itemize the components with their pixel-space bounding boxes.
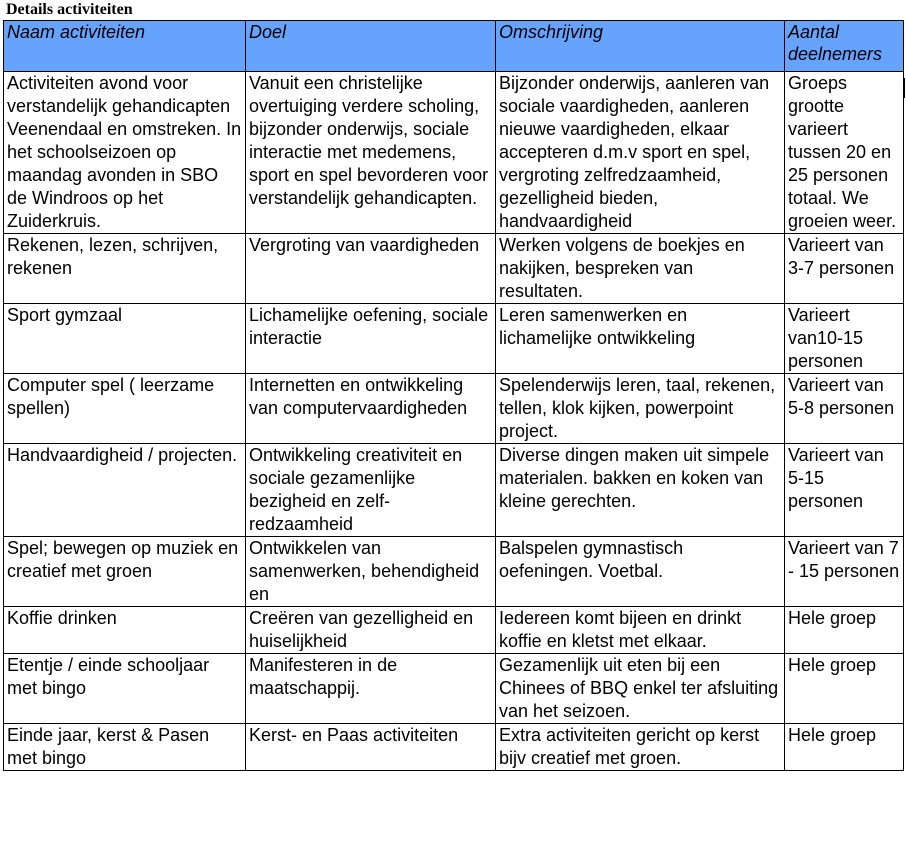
table-row [4, 444, 904, 537]
cell-naam: Etentje / einde schooljaar met bingo [4, 654, 246, 724]
cell-naam: Sport gymzaal [4, 304, 246, 374]
cell-doel: Vanuit een christelijke overtuiging verdere scholing, bijzonder onderwijs, sociale interactie met medemens, sport en spel bevorderen voor verstandelijk gehandicapten. [246, 72, 496, 234]
cell-doel: Manifesteren in de maatschappij. [246, 654, 496, 724]
cell-aantal: Hele groep [785, 724, 904, 771]
cell-omschrijving: Extra activiteiten gericht op kerst bijv creatief met groen. [496, 724, 785, 771]
cell-doel: Vergroting van vaardigheden [246, 234, 496, 304]
cell-omschrijving: Balspelen gymnastisch oefeningen. Voetbal. [496, 537, 785, 607]
cell-naam: Rekenen, lezen, schrijven, rekenen [4, 234, 246, 304]
header-aantal: Aantal deelnemers [785, 21, 904, 72]
cell-omschrijving: Gezamenlijk uit eten bij een Chinees of BBQ enkel ter afsluiting van het seizoen. [496, 654, 785, 724]
table-row [4, 724, 904, 771]
cell-omschrijving: Leren samenwerken en lichamelijke ontwikkeling [496, 304, 785, 374]
cell-omschrijving: Iedereen komt bijeen en drinkt koffie en kletst met elkaar. [496, 607, 785, 654]
table-row [4, 304, 904, 374]
table-header-row [4, 21, 904, 72]
cell-aantal: Groeps grootte varieert tussen 20 en 25 personen totaal. We groeien weer. [785, 72, 904, 234]
cell-doel: Kerst- en Paas activiteiten [246, 724, 496, 771]
table-row [4, 607, 904, 654]
cell-naam: Activiteiten avond voor verstandelijk gehandicapten Veenendaal en omstreken. In het schoolseizoen op maandag avonden in SBO de Windroos op het Zuiderkruis. [4, 72, 246, 234]
table-row [4, 72, 904, 234]
cell-naam: Einde jaar, kerst & Pasen met bingo [4, 724, 246, 771]
cell-omschrijving: Werken volgens de boekjes en nakijken, bespreken van resultaten. [496, 234, 785, 304]
header-naam: Naam activiteiten [4, 21, 246, 72]
cell-aantal: Varieert van 5-8 personen [785, 374, 904, 444]
cell-aantal: Varieert van 5-15 personen [785, 444, 904, 537]
cell-doel: Ontwikkelen van samenwerken, behendigheid en [246, 537, 496, 607]
cell-aantal: Hele groep [785, 607, 904, 654]
cell-aantal: Varieert van 7 - 15 personen [785, 537, 904, 607]
cell-doel: Creëren van gezelligheid en huiselijkheid [246, 607, 496, 654]
cell-omschrijving: Bijzonder onderwijs, aanleren van sociale vaardigheden, aanleren nieuwe vaardigheden, elkaar accepteren d.m.v sport en spel, vergroting zelfredzaamheid, gezelligheid bieden, handvaardigheid [496, 72, 785, 234]
cell-doel: Ontwikkeling creativiteit en sociale gezamenlijke bezigheid en zelf-redzaamheid [246, 444, 496, 537]
cell-omschrijving: Spelenderwijs leren, taal, rekenen, tellen, klok kijken, powerpoint project. [496, 374, 785, 444]
table-row [4, 234, 904, 304]
document-title: Details activiteiten [6, 1, 133, 18]
header-omschrijving: Omschrijving [496, 21, 785, 72]
cell-naam: Computer spel ( leerzame spellen) [4, 374, 246, 444]
cell-doel: Internetten en ontwikkeling van computervaardigheden [246, 374, 496, 444]
activities-table [3, 20, 904, 771]
cell-omschrijving: Diverse dingen maken uit simpele materialen. bakken en koken van kleine gerechten. [496, 444, 785, 537]
cell-naam: Spel; bewegen op muziek en creatief met groen [4, 537, 246, 607]
table-row [4, 654, 904, 724]
header-doel: Doel [246, 21, 496, 72]
cell-aantal: Varieert van 3-7 personen [785, 234, 904, 304]
text-cursor [904, 78, 905, 98]
table-row [4, 374, 904, 444]
cell-doel: Lichamelijke oefening, sociale interactie [246, 304, 496, 374]
table-row [4, 537, 904, 607]
cell-aantal: Varieert van10-15 personen [785, 304, 904, 374]
cell-aantal: Hele groep [785, 654, 904, 724]
cell-naam: Koffie drinken [4, 607, 246, 654]
cell-naam: Handvaardigheid / projecten. [4, 444, 246, 537]
